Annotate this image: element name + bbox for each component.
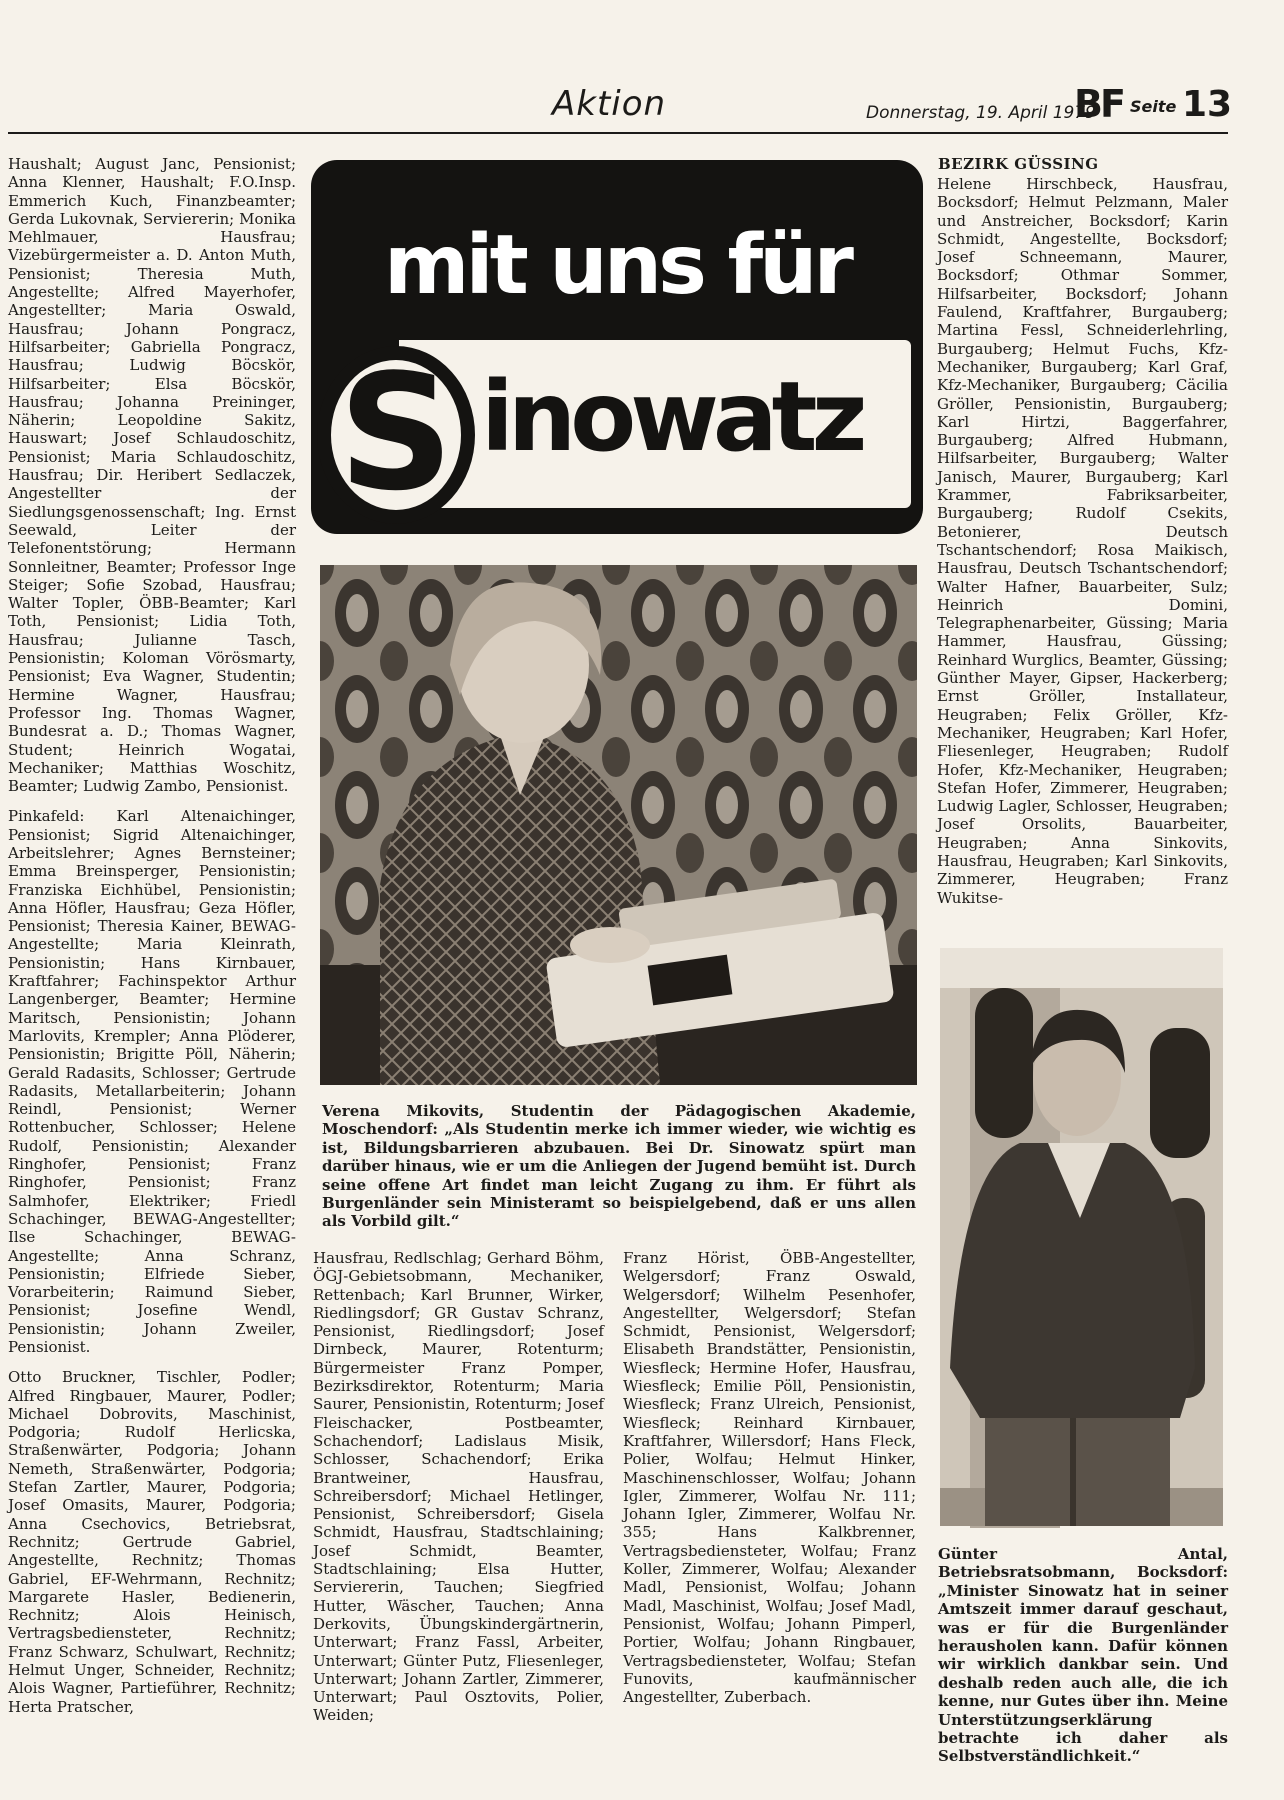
photo-verena-mikovits xyxy=(320,565,917,1085)
banner-slogan: mit uns für xyxy=(384,218,850,313)
column-left-paragraph-1: Haushalt; August Janc, Pensionist; Anna Klenner, Haushalt; F.O.Insp. Emmerich Kuch, Finanzbeamter; Gerda Lukovnak, Serviererin; Monika Mehlmauer, Hausfrau; Vizebürgermeister a. D. Anton Muth, Pensionist; Theresia Muth, Angestellte; Alfred Mayerhofer, Angestellter; Maria Oswald, Hausfrau; Johann Pongracz, Hilfsarbeiter; Gabriella Pongracz, Hausfrau; Ludwig Böcskör, Hilfsarbeiter; Elsa Böcskör, Hausfrau; Johanna Preininger, Näherin; Leopoldine Sakitz, Hauswart; Josef Schlaudoschitz, Pensionist; Maria Schlaudoschitz, Hausfrau; Dir. Heribert Sedlaczek, Angestellter der Siedlungsgenossenschaft; Ing. Ernst Seewald, Leiter der Telefonentstörung; Hermann Sonnleitner, Beamter; Professor Inge Steiger; Sofie Szobad, Hausfrau; Walter Topler, ÖBB-Beamter; Karl Toth, Pensionist; Lidia Toth, Hausfrau; Julianne Tasch, Pensionistin; Koloman Vörösmarty, Pensionist; Eva Wagner, Studentin; Hermine Wagner, Hausfrau; Professor Ing. Thomas Wagner, Bundesrat a. D.; Thomas Wagner, Student; Heinrich Wogatai, Mechaniker; Matthias Woschitz, Beamter; Ludwig Zambo, Pensionist. xyxy=(8,155,296,796)
sinowatz-logo-letter: S xyxy=(338,339,454,526)
page-number: 13 xyxy=(1182,84,1233,125)
header-rule xyxy=(8,132,1228,134)
photo-guenter-antal xyxy=(940,948,1223,1526)
column-left xyxy=(8,155,296,1755)
column-middle-left: Hausfrau, Redlschlag; Gerhard Böhm, ÖGJ-Gebietsobmann, Mechaniker, Rettenbach; Karl Brunner, Wirker, Riedlingsdorf; GR Gustav Schranz, Pensionist, Riedlingsdorf; Josef Dirnbeck, Maurer, Rotenturm; Bürgermeister Franz Pomper, Bezirksdirektor, Rotenturm; Maria Saurer, Pensionistin, Rotenturm; Josef Fleischacker, Postbeamter, Schachendorf; Ladislaus Misik, Schlosser, Schachendorf; Erika Brantweiner, Hausfrau, Schreibersdorf; Michael Hetlinger, Pensionist, Schreibersdorf; Gisela Schmidt, Hausfrau, Stadtschlaining; Josef Schmidt, Beamter, Stadtschlaining; Elsa Hutter, Serviererin, Tauchen; Siegfried Hutter, Wäscher, Tauchen; Anna Derkovits, Übungskindergärtnerin, Unterwart; Franz Fassl, Arbeiter, Unterwart; Günter Putz, Fliesenleger, Unterwart; Johann Zartler, Zimmerer, Unterwart; Paul Osztovits, Polier, Weiden; xyxy=(313,1249,604,1725)
photo-caption-guenter-antal: Günter Antal, Betriebsratsobmann, Bocksdorf: „Minister Sinowatz hat in seiner Amtszeit immer darauf geschaut, was er für die Burgenländer herausholen kann. Dafür können wir wirklich dankbar sein. Und deshalb reden auch alle, die ich kenne, nur Gutes über ihn. Meine Unterstützungserklärung betrachte ich daher als Selbstverständlichkeit.“ xyxy=(938,1545,1228,1766)
column-left-paragraph-2: Pinkafeld: Karl Altenaichinger, Pensionist; Sigrid Altenaichinger, Arbeitslehrer; Agnes Bernsteiner; Emma Breinsperger, Pensionistin; Franziska Eichhübel, Pensionistin; Anna Höfler, Hausfrau; Geza Höfler, Pensionist; Theresia Kainer, BEWAG-Angestellte; Maria Kleinrath, Pensionistin; Hans Kirnbauer, Kraftfahrer; Fachinspektor Arthur Langenberger, Beamter; Hermine Maritsch, Pensionistin; Johann Marlovits, Krempler; Anna Plöderer, Pensionistin; Brigitte Pöll, Näherin; Gerald Radasits, Schlosser; Gertrude Radasits, Metallarbeiterin; Johann Reindl, Pensionist; Werner Rottenbucher, Schlosser; Helene Rudolf, Pensionistin; Alexander Ringhofer, Pensionist; Franz Ringhofer, Pensionist; Franz Salmhofer, Elektriker; Friedl Schachinger, BEWAG-Angestellter; Ilse Schachinger, BEWAG-Angestellte; Anna Schranz, Pensionistin; Elfriede Sieber, Vorarbeiterin; Raimund Sieber, Pensionist; Josefine Wendl, Pensionistin; Johann Zweiler, Pensionist. xyxy=(8,807,296,1356)
banner-name: inowatz xyxy=(481,361,862,473)
section-title: Aktion xyxy=(552,84,667,124)
photo-guenter-antal-image xyxy=(940,948,1223,1526)
column-middle-right: Franz Hörist, ÖBB-Angestellter, Welgersdorf; Franz Oswald, Welgersdorf; Wilhelm Pesenhofer, Angestellter, Welgersdorf; Stefan Schmidt, Pensionist, Welgersdorf; Elisabeth Brandstätter, Pensionistin, Wiesfleck; Hermine Hofer, Hausfrau, Wiesfleck; Emilie Pöll, Pensionistin, Wiesfleck; Franz Ulreich, Pensionist, Wiesfleck; Reinhard Kirnbauer, Kraftfahrer, Willersdorf; Hans Fleck, Polier, Wolfau; Helmut Hinker, Maschinenschlosser, Wolfau; Johann Igler, Zimmerer, Wolfau Nr. 111; Johann Igler, Zimmerer, Wolfau Nr. 355; Hans Kalkbrenner, Vertragsbediensteter, Wolfau; Franz Koller, Zimmerer, Wolfau; Alexander Madl, Pensionist, Wolfau; Johann Madl, Maschinist, Wolfau; Josef Madl, Pensionist, Wolfau; Johann Pimperl, Portier, Wolfau; Johann Ringbauer, Vertragsbediensteter, Wolfau; Stefan Funovits, kaufmännischer Angestellter, Zuberbach. xyxy=(623,1249,916,1707)
district-heading: BEZIRK GÜSSING xyxy=(938,155,1099,173)
sinowatz-logo-ring xyxy=(317,339,475,526)
page-label: Seite xyxy=(1130,97,1177,116)
photo-caption-verena-mikovits: Verena Mikovits, Studentin der Pädagogischen Akademie, Moschendorf: „Als Studentin merke ich immer wieder, wie wichtig es ist, Bildungsbarrieren abzubauen. Bei Dr. Sinowatz spürt man darüber hinaus, wie er um die Anliegen der Jugend bemüht ist. Durch seine offene Art findet man leicht Zugang zu ihm. Er führt als Burgenländer sein Ministeramt so beispielgebend, daß er uns allen als Vorbild gilt.“ xyxy=(322,1102,916,1231)
column-right: Helene Hirschbeck, Hausfrau, Bocksdorf; Helmut Pelzmann, Maler und Anstreicher, Bocksdorf; Karin Schmidt, Angestellte, Bocksdorf; Josef Schneemann, Maurer, Bocksdorf; Othmar Sommer, Hilfsarbeiter, Bocksdorf; Johann Faulend, Kraftfahrer, Burgauberg; Martina Fessl, Schneiderlehrling, Burgauberg; Helmut Fuchs, Kfz-Mechaniker, Burgauberg; Karl Graf, Kfz-Mechaniker, Burgauberg; Cäcilia Gröller, Pensionistin, Burgauberg; Karl Hirtzi, Baggerfahrer, Burgauberg; Alfred Hubmann, Hilfsarbeiter, Burgauberg; Walter Janisch, Maurer, Burgauberg; Karl Krammer, Fabriksarbeiter, Burgauberg; Rudolf Csekits, Betonierer, Deutsch Tschantschendorf; Rosa Maikisch, Hausfrau, Deutsch Tschantschendorf; Walter Hafner, Bauarbeiter, Sulz; Heinrich Domini, Telegraphenarbeiter, Güssing; Maria Hammer, Hausfrau, Güssing; Reinhard Wurglics, Beamter, Güssing; Günther Mayer, Gipser, Hackerberg; Ernst Gröller, Installateur, Heugraben; Felix Gröller, Kfz-Mechaniker, Heugraben; Karl Hofer, Fliesenleger, Heugraben; Rudolf Hofer, Kfz-Mechaniker, Heugraben; Stefan Hofer, Zimmerer, Heugraben; Ludwig Lagler, Schlosser, Heugraben; Josef Orsolits, Bauarbeiter, Heugraben; Anna Sinkovits, Hausfrau, Heugraben; Karl Sinkovits, Zimmerer, Heugraben; Franz Wukitse- xyxy=(937,175,1228,907)
brand-logo: BF xyxy=(1074,82,1123,126)
campaign-banner xyxy=(311,160,923,534)
photo-verena-mikovits-image xyxy=(320,565,917,1085)
issue-date: Donnerstag, 19. April 1979 xyxy=(866,103,1096,123)
column-left-paragraph-3: Otto Bruckner, Tischler, Podler; Alfred Ringbauer, Maurer, Podler; Michael Dobrovits, Maschinist, Podgoria; Rudolf Herlicska, Straßenwärter, Podgoria; Johann Nemeth, Straßenwärter, Podgoria; Stefan Zartler, Maurer, Podgoria; Josef Omasits, Maurer, Podgoria; Anna Csechovics, Betriebsrat, Rechnitz; Gertrude Gabriel, Angestellte, Rechnitz; Thomas Gabriel, EF-Wehrmann, Rechnitz; Margarete Hasler, Bedienerin, Rechnitz; Alois Heinisch, Vertragsbediensteter, Rechnitz; Franz Schwarz, Schulwart, Rechnitz; Helmut Unger, Schneider, Rechnitz; Alois Wagner, Partieführer, Rechnitz; Herta Pratscher, xyxy=(8,1368,296,1716)
